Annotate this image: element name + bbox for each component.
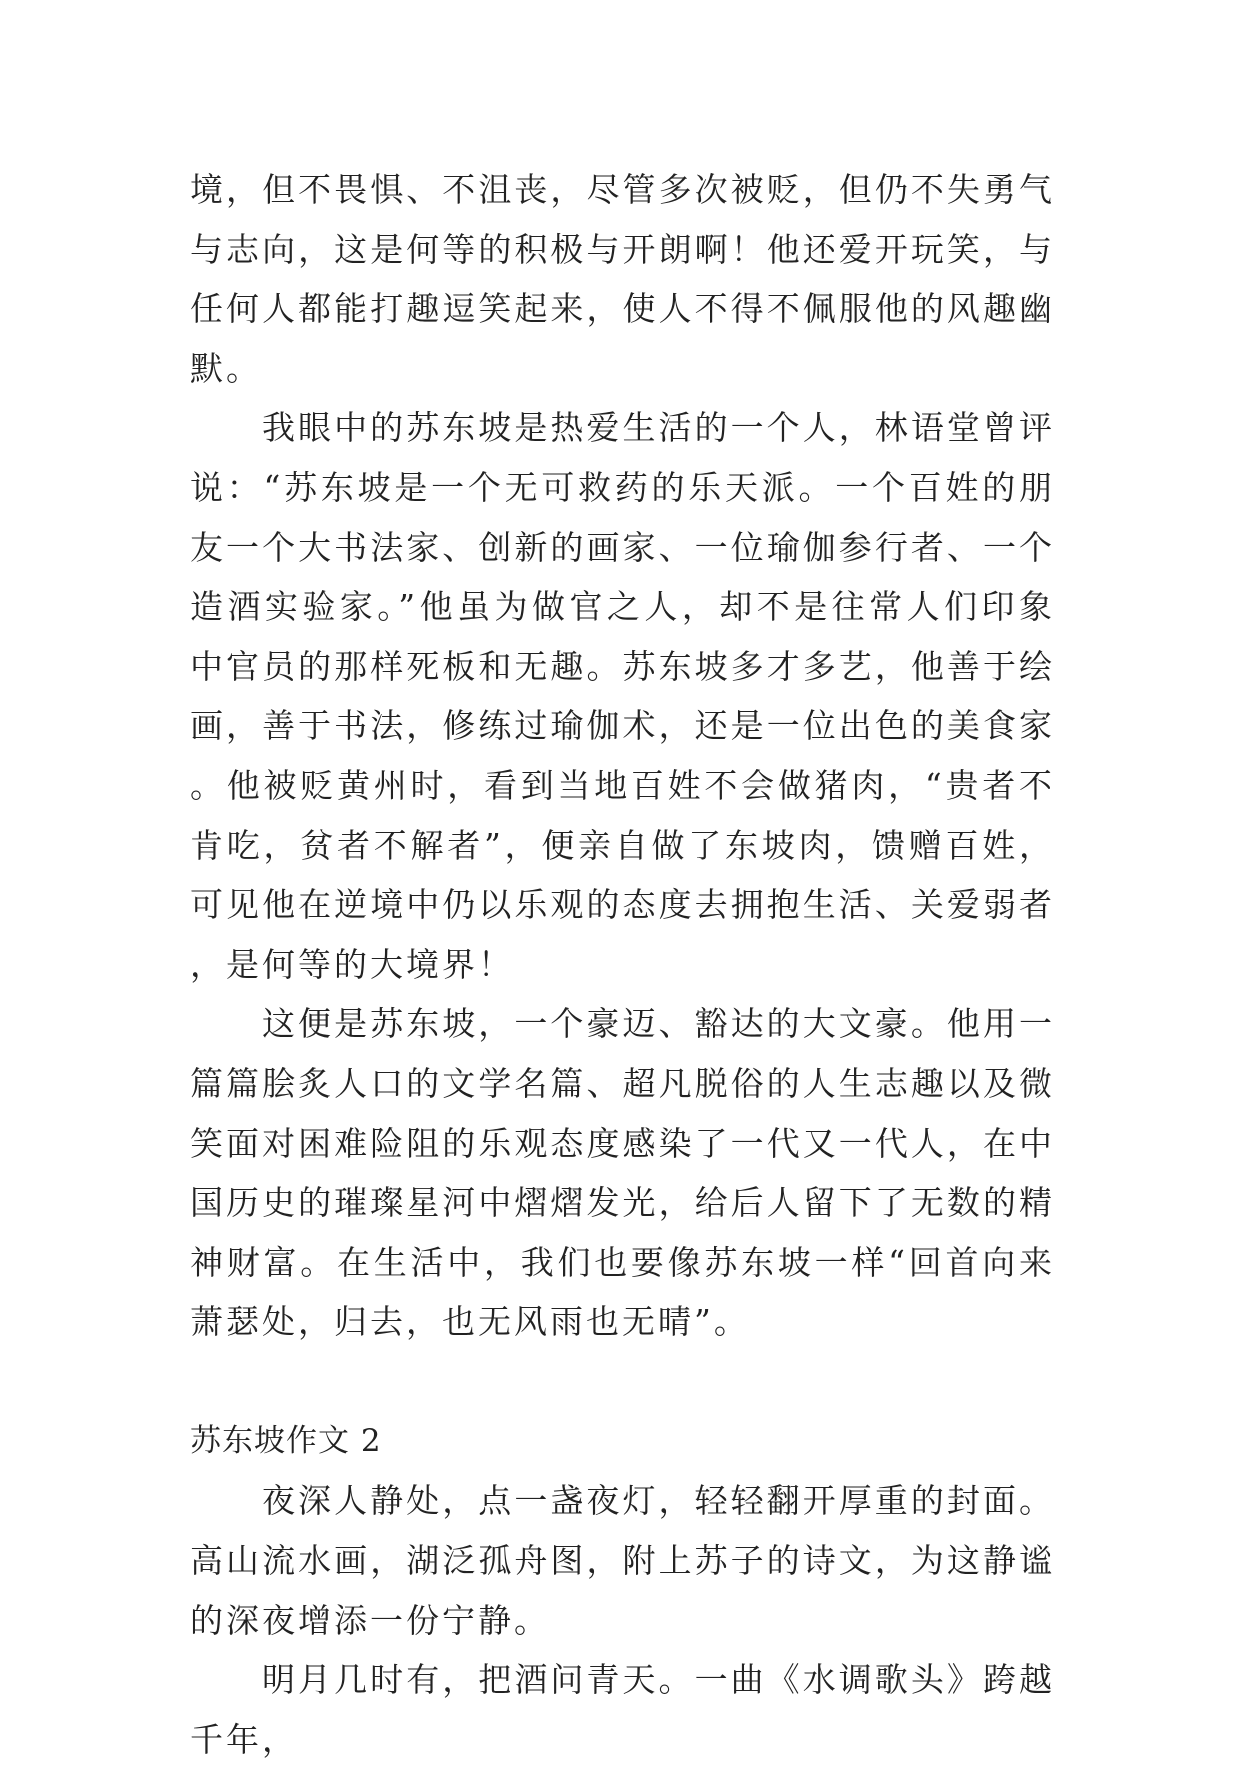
paragraph-moon-poem: 明月几时有，把酒问青天。一曲《水调歌头》跨越千年， — [190, 1660, 1055, 1759]
paragraph-love-of-life: 我眼中的苏东坡是热爱生活的一个人，林语堂曾评说：“苏东坡是一个无可救药的乐天派。一个百姓的朋友一个大书法家、创新的画家、一位瑜伽参行者、一个造酒实验家。”他虽为做官之人，却不是往常人们印象中官员的那样死板和无趣。苏东坡多才多艺，他善于绘画，善于书法，修练过瑜伽术，还是一位出色的美食家。他被贬黄州时，看到当地百姓不会做猪肉，“贵者不肯吃，贫者不解者”，便亲自做了东坡肉，馈赠百姓，可见他在逆境中仍以乐观的态度去拥抱生活、关爱弱者，是何等的大境界！ — [190, 408, 1055, 984]
paragraph-continued: 境，但不畏惧、不沮丧，尽管多次被贬，但仍不失勇气与志向，这是何等的积极与开朗啊！他还爱开玩笑，与任何人都能打趣逗笑起来，使人不得不佩服他的风趣幽默。 — [190, 170, 1055, 388]
paragraph-conclusion: 这便是苏东坡，一个豪迈、豁达的大文豪。他用一篇篇脍炙人口的文学名篇、超凡脱俗的人生志趣以及微笑面对困难险阻的乐观态度感染了一代又一代人，在中国历史的璀璨星河中熠熠发光，给后人留下了无数的精神财富。在生活中，我们也要像苏东坡一样“回首向来萧瑟处，归去，也无风雨也无晴”。 — [190, 1004, 1055, 1342]
document-body — [190, 160, 1055, 1769]
paragraph-night-reading: 夜深人静处，点一盏夜灯，轻轻翻开厚重的封面。高山流水画，湖泛孤舟图，附上苏子的诗文，为这静谧的深夜增添一份宁静。 — [190, 1481, 1055, 1640]
section-title: 苏东坡作文 2 — [190, 1422, 382, 1459]
